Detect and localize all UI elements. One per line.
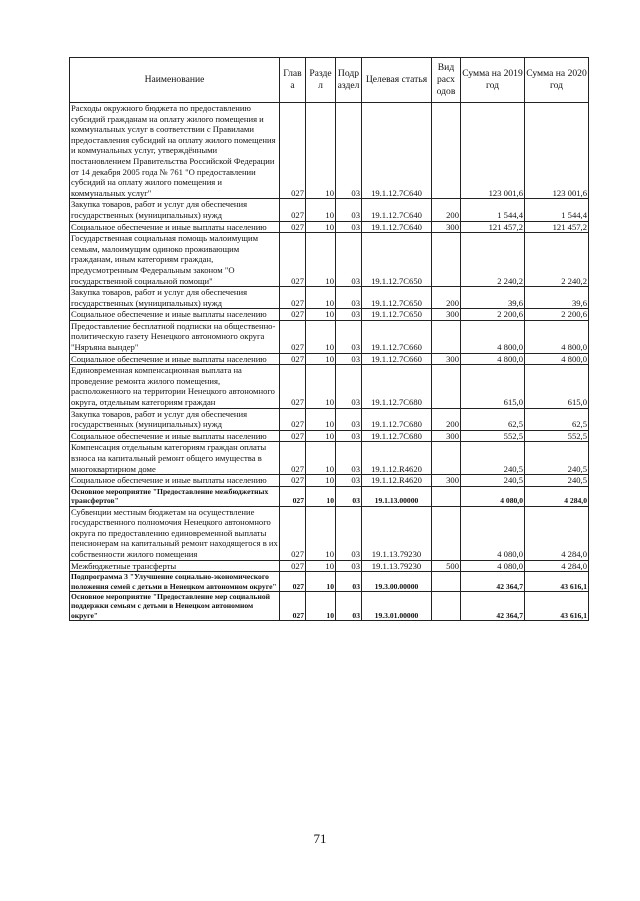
row-name: Компенсация отдельным категориям граждан оплаты взноса на капитальный ремонт общего имущества в многоквартирном доме [70, 442, 280, 475]
table-row [70, 486, 589, 506]
header-row [70, 58, 589, 103]
header-name: Наименование [70, 58, 280, 103]
row-name: Подпрограмма 3 "Улучшение социально-экономического положения семей с детьми в Ненецком автономном округе" [70, 572, 280, 592]
row-article: 19.1.13.79230 [362, 506, 432, 560]
row-vid: 200 [432, 287, 461, 309]
row-glava: 027 [280, 408, 306, 430]
row-razdel: 10 [306, 475, 336, 487]
row-sum-2020: 2 200,6 [525, 309, 589, 321]
row-article: 19.1.12.7С680 [362, 365, 432, 408]
row-sum-2019: 1 544,4 [461, 199, 525, 221]
row-vid [432, 591, 461, 620]
row-glava: 027 [280, 506, 306, 560]
row-name: Социальное обеспечение и иные выплаты населению [70, 430, 280, 442]
row-razdel: 10 [306, 430, 336, 442]
row-sum-2020: 39,6 [525, 287, 589, 309]
row-razdel: 10 [306, 365, 336, 408]
header-article: Целевая статья [362, 58, 432, 103]
row-vid: 200 [432, 199, 461, 221]
row-vid [432, 103, 461, 199]
row-sum-2019: 4 080,0 [461, 486, 525, 506]
row-sum-2019: 4 800,0 [461, 353, 525, 365]
row-podrazdel: 03 [336, 506, 362, 560]
row-sum-2019: 42 364,7 [461, 572, 525, 592]
row-sum-2020: 121 457,2 [525, 221, 589, 233]
row-article: 19.1.12.7С650 [362, 233, 432, 287]
row-glava: 027 [280, 233, 306, 287]
row-vid [432, 442, 461, 475]
row-article: 19.1.12.R4620 [362, 442, 432, 475]
row-article: 19.1.13.00000 [362, 486, 432, 506]
row-glava: 027 [280, 572, 306, 592]
row-article: 19.1.13.79230 [362, 560, 432, 572]
row-podrazdel: 03 [336, 320, 362, 353]
table-row [70, 408, 589, 430]
row-glava: 027 [280, 430, 306, 442]
row-article: 19.3.01.00000 [362, 591, 432, 620]
row-podrazdel: 03 [336, 199, 362, 221]
row-sum-2020: 4 800,0 [525, 320, 589, 353]
row-podrazdel: 03 [336, 486, 362, 506]
row-razdel: 10 [306, 353, 336, 365]
header-razdel: Разде л [306, 58, 336, 103]
row-vid [432, 572, 461, 592]
row-glava: 027 [280, 103, 306, 199]
table-row [70, 221, 589, 233]
row-sum-2020: 4 284,0 [525, 506, 589, 560]
row-podrazdel: 03 [336, 221, 362, 233]
row-name: Государственная социальная помощь малоимущим семьям, малоимущим одиноко проживающим гражданам, иным категориям граждан, предусмотренным Федеральным законом "О государственной социальной помощи" [70, 233, 280, 287]
row-glava: 027 [280, 475, 306, 487]
row-article: 19.1.12.7С640 [362, 103, 432, 199]
row-razdel: 10 [306, 103, 336, 199]
row-name: Основное мероприятие "Предоставление мер социальной поддержки семьям с детьми в Ненецком автономном округе" [70, 591, 280, 620]
row-podrazdel: 03 [336, 103, 362, 199]
row-sum-2019: 121 457,2 [461, 221, 525, 233]
table-row [70, 199, 589, 221]
header-sum-2019: Сумма на 2019 год [461, 58, 525, 103]
row-vid: 300 [432, 430, 461, 442]
row-vid: 300 [432, 353, 461, 365]
table-row [70, 320, 589, 353]
row-sum-2019: 123 001,6 [461, 103, 525, 199]
row-vid [432, 365, 461, 408]
row-sum-2019: 4 080,0 [461, 560, 525, 572]
row-vid: 500 [432, 560, 461, 572]
row-article: 19.1.12.R4620 [362, 475, 432, 487]
row-sum-2019: 240,5 [461, 442, 525, 475]
row-glava: 027 [280, 221, 306, 233]
row-razdel: 10 [306, 591, 336, 620]
row-sum-2020: 240,5 [525, 475, 589, 487]
header-glava: Глав а [280, 58, 306, 103]
row-sum-2020: 2 240,2 [525, 233, 589, 287]
table-row [70, 103, 589, 199]
row-razdel: 10 [306, 309, 336, 321]
row-sum-2019: 2 240,2 [461, 233, 525, 287]
row-sum-2020: 1 544,4 [525, 199, 589, 221]
row-sum-2019: 4 800,0 [461, 320, 525, 353]
row-razdel: 10 [306, 408, 336, 430]
row-podrazdel: 03 [336, 475, 362, 487]
row-podrazdel: 03 [336, 572, 362, 592]
row-sum-2020: 4 800,0 [525, 353, 589, 365]
table-row [70, 287, 589, 309]
row-article: 19.1.12.7С680 [362, 408, 432, 430]
row-podrazdel: 03 [336, 365, 362, 408]
table-row [70, 233, 589, 287]
row-name: Единовременная компенсационная выплата на проведение ремонта жилого помещения, расположенного на территории Ненецкого автономного округа, отдельным категориям граждан [70, 365, 280, 408]
row-article: 19.1.12.7С650 [362, 287, 432, 309]
row-glava: 027 [280, 353, 306, 365]
row-podrazdel: 03 [336, 233, 362, 287]
row-article: 19.1.12.7С650 [362, 309, 432, 321]
row-glava: 027 [280, 591, 306, 620]
row-razdel: 10 [306, 486, 336, 506]
row-sum-2019: 615,0 [461, 365, 525, 408]
table-row [70, 506, 589, 560]
row-podrazdel: 03 [336, 430, 362, 442]
row-sum-2019: 240,5 [461, 475, 525, 487]
row-article: 19.1.12.7С660 [362, 353, 432, 365]
row-sum-2020: 43 616,1 [525, 572, 589, 592]
table-row [70, 430, 589, 442]
row-name: Социальное обеспечение и иные выплаты населению [70, 221, 280, 233]
row-razdel: 10 [306, 506, 336, 560]
header-vid: Вид расх одов [432, 58, 461, 103]
row-glava: 027 [280, 309, 306, 321]
row-sum-2020: 4 284,0 [525, 486, 589, 506]
row-vid [432, 320, 461, 353]
row-article: 19.1.12.7С640 [362, 221, 432, 233]
row-razdel: 10 [306, 221, 336, 233]
row-vid: 200 [432, 408, 461, 430]
row-sum-2020: 552,5 [525, 430, 589, 442]
row-sum-2020: 123 001,6 [525, 103, 589, 199]
row-sum-2019: 62,5 [461, 408, 525, 430]
row-sum-2019: 4 080,0 [461, 506, 525, 560]
row-glava: 027 [280, 320, 306, 353]
row-razdel: 10 [306, 287, 336, 309]
row-glava: 027 [280, 560, 306, 572]
table-row [70, 572, 589, 592]
row-podrazdel: 03 [336, 442, 362, 475]
row-sum-2020: 240,5 [525, 442, 589, 475]
budget-table [69, 57, 589, 621]
row-glava: 027 [280, 486, 306, 506]
table-body [70, 103, 589, 621]
row-glava: 027 [280, 365, 306, 408]
row-sum-2019: 39,6 [461, 287, 525, 309]
row-glava: 027 [280, 199, 306, 221]
row-sum-2020: 43 616,1 [525, 591, 589, 620]
row-razdel: 10 [306, 233, 336, 287]
row-podrazdel: 03 [336, 353, 362, 365]
row-sum-2020: 4 284,0 [525, 560, 589, 572]
row-name: Расходы окружного бюджета по предоставлению субсидий гражданам на оплату жилого помещения и коммунальных услуг в соответствии с Правилами предоставления субсидий на оплату жилого помещения и коммунальных услуг, утверждёнными постановлением Правительства Российской Федерации от 14 декабря 2005 года № 761 "О предоставлении субсидий на оплату жилого помещения и коммунальных услуг" [70, 103, 280, 199]
row-name: Социальное обеспечение и иные выплаты населению [70, 309, 280, 321]
row-vid: 300 [432, 309, 461, 321]
row-name: Закупка товаров, работ и услуг для обеспечения государственных (муниципальных) нужд [70, 408, 280, 430]
row-razdel: 10 [306, 560, 336, 572]
table-row [70, 365, 589, 408]
row-name: Межбюджетные трансферты [70, 560, 280, 572]
row-vid [432, 506, 461, 560]
row-sum-2020: 62,5 [525, 408, 589, 430]
row-name: Основное мероприятие "Предоставление межбюджетных трансфертов" [70, 486, 280, 506]
row-article: 19.1.12.7С640 [362, 199, 432, 221]
row-podrazdel: 03 [336, 591, 362, 620]
row-name: Закупка товаров, работ и услуг для обеспечения государственных (муниципальных) нужд [70, 287, 280, 309]
row-vid: 300 [432, 475, 461, 487]
page-number: 71 [313, 831, 327, 846]
row-razdel: 10 [306, 442, 336, 475]
table-row [70, 353, 589, 365]
row-sum-2019: 42 364,7 [461, 591, 525, 620]
row-article: 19.1.12.7С660 [362, 320, 432, 353]
row-razdel: 10 [306, 572, 336, 592]
row-name: Субвенции местным бюджетам на осуществление государственного полномочия Ненецкого автономного округа по предоставлению единовременной выплаты пенсионерам на капитальный ремонт находящегося в их собственности жилого помещения [71, 506, 278, 559]
row-sum-2019: 552,5 [461, 430, 525, 442]
row-vid [432, 233, 461, 287]
table-row [70, 309, 589, 321]
row-article: 19.1.12.7С680 [362, 430, 432, 442]
table-row [70, 475, 589, 487]
table-row [70, 442, 589, 475]
row-podrazdel: 03 [336, 408, 362, 430]
row-vid [432, 486, 461, 506]
row-name: Социальное обеспечение и иные выплаты населению [70, 475, 280, 487]
row-podrazdel: 03 [336, 287, 362, 309]
table-row [70, 591, 589, 620]
row-podrazdel: 03 [336, 309, 362, 321]
row-sum-2019: 2 200,6 [461, 309, 525, 321]
header-podrazdel: Подр аздел [336, 58, 362, 103]
row-name: Социальное обеспечение и иные выплаты населению [70, 353, 280, 365]
row-name: Закупка товаров, работ и услуг для обеспечения государственных (муниципальных) нужд [70, 199, 280, 221]
row-vid: 300 [432, 221, 461, 233]
row-razdel: 10 [306, 320, 336, 353]
header-sum-2020: Сумма на 2020 год [525, 58, 589, 103]
row-sum-2020: 615,0 [525, 365, 589, 408]
row-article: 19.3.00.00000 [362, 572, 432, 592]
row-name: Предоставление бесплатной подписки на общественно-политическую газету Ненецкого автономного округа "Няръяна вындер" [70, 320, 280, 353]
row-glava: 027 [280, 287, 306, 309]
row-podrazdel: 03 [336, 560, 362, 572]
table-row [70, 560, 589, 572]
row-razdel: 10 [306, 199, 336, 221]
row-glava: 027 [280, 442, 306, 475]
